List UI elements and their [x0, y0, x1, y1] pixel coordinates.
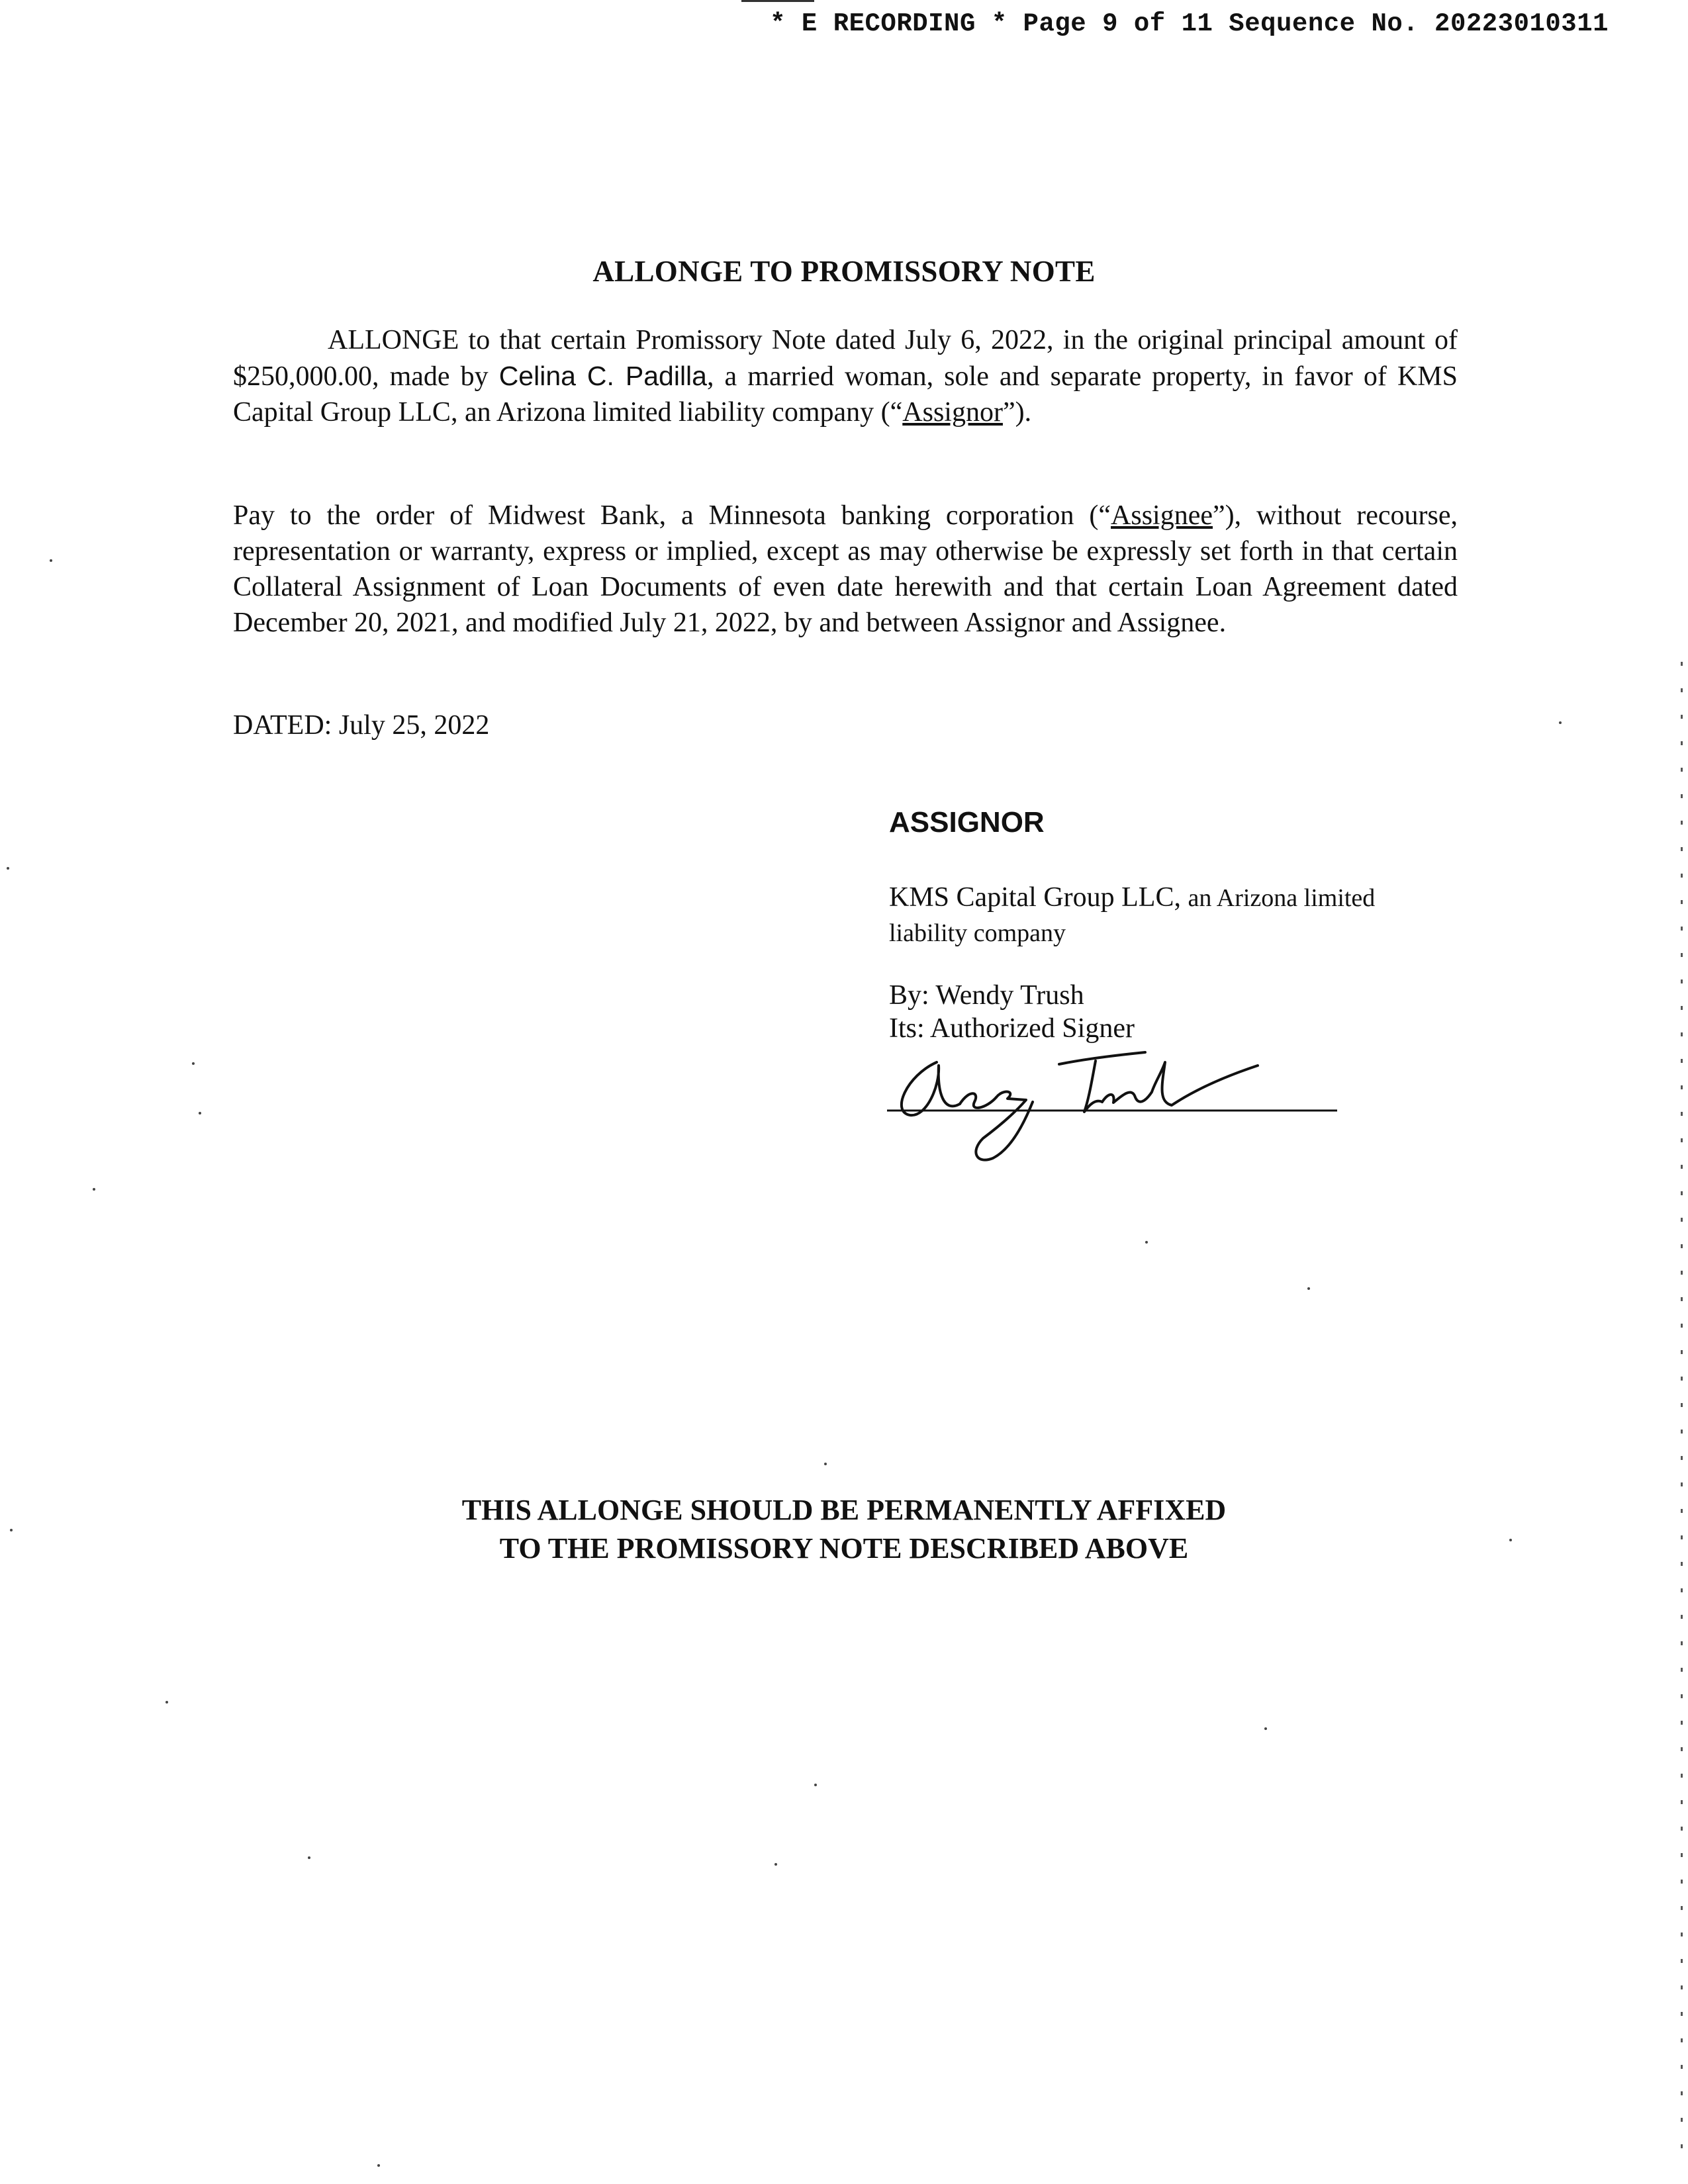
scan-speck — [377, 2164, 380, 2167]
affix-notice-line-2: TO THE PROMISSORY NOTE DESCRIBED ABOVE — [499, 1532, 1189, 1565]
handwritten-signature — [861, 1039, 1364, 1171]
scan-speck — [7, 867, 9, 870]
pay-to-order-paragraph — [233, 498, 1458, 641]
document-title: ALLONGE TO PROMISSORY NOTE — [592, 255, 1096, 288]
recording-header: * E RECORDING * Page 9 of 11 Sequence No. 20223010311 — [770, 9, 1609, 38]
assignor-heading: ASSIGNOR — [889, 806, 1045, 839]
scan-speck — [192, 1062, 195, 1065]
scan-speck — [824, 1463, 827, 1465]
allonge-paragraph-middle: , a married woman, sole and separate property, in favor of KMS Capital Group LLC, an Arizona limited liability company (“ — [233, 361, 1458, 428]
pay-paragraph-lead: Pay to the order of Midwest Bank, a Minnesota banking corporation (“ — [233, 500, 1111, 531]
scan-speck — [1559, 721, 1562, 724]
signer-title-line: Its: Authorized Signer — [889, 1013, 1135, 1044]
company-description: an Arizona limited liability company — [889, 884, 1376, 947]
affix-notice — [0, 1491, 1688, 1568]
allonge-paragraph-lead: ALLONGE to that certain Promissory Note dated July 6, 2022, in the original principal amount of $250,000.00, made by — [233, 325, 1458, 392]
scan-speck — [1145, 1241, 1148, 1244]
scan-speck — [814, 1784, 817, 1786]
allonge-paragraph — [233, 322, 1458, 430]
maker-name: Celina C. Padilla — [498, 361, 707, 391]
scan-speck — [93, 1188, 95, 1191]
assignee-defined-term: Assignee — [1111, 500, 1213, 531]
assignor-defined-term: Assignor — [902, 397, 1003, 428]
assignor-company — [889, 880, 1458, 950]
scan-top-mark — [741, 0, 814, 2]
scan-speck — [1509, 1539, 1512, 1541]
pay-paragraph-tail: ”), without recourse, representation or warranty, express or implied, except as may otherwise be expressly set forth in that certain Collateral Assignment of Loan Documents of even date herewith and that certain Loan Agreement dated December 20, 2021, and modified July 21, 2022, by and between Assignor and Assignee. — [233, 500, 1458, 638]
company-name: KMS Capital Group LLC, — [889, 882, 1181, 913]
scan-speck — [10, 1529, 13, 1531]
allonge-paragraph-tail: ”). — [1002, 397, 1032, 428]
scan-edge-artifact — [1681, 662, 1683, 2151]
scan-speck — [199, 1112, 201, 1115]
scan-speck — [50, 559, 52, 562]
scan-speck — [165, 1701, 168, 1704]
scan-speck — [308, 1856, 310, 1859]
signer-by-line: By: Wendy Trush — [889, 980, 1084, 1011]
scan-speck — [774, 1863, 777, 1866]
dated-line: DATED: July 25, 2022 — [233, 710, 490, 741]
affix-notice-line-1: THIS ALLONGE SHOULD BE PERMANENTLY AFFIXED — [461, 1494, 1227, 1526]
signature-stroke — [902, 1052, 1258, 1160]
scan-speck — [1264, 1727, 1267, 1730]
scan-speck — [1307, 1287, 1310, 1290]
